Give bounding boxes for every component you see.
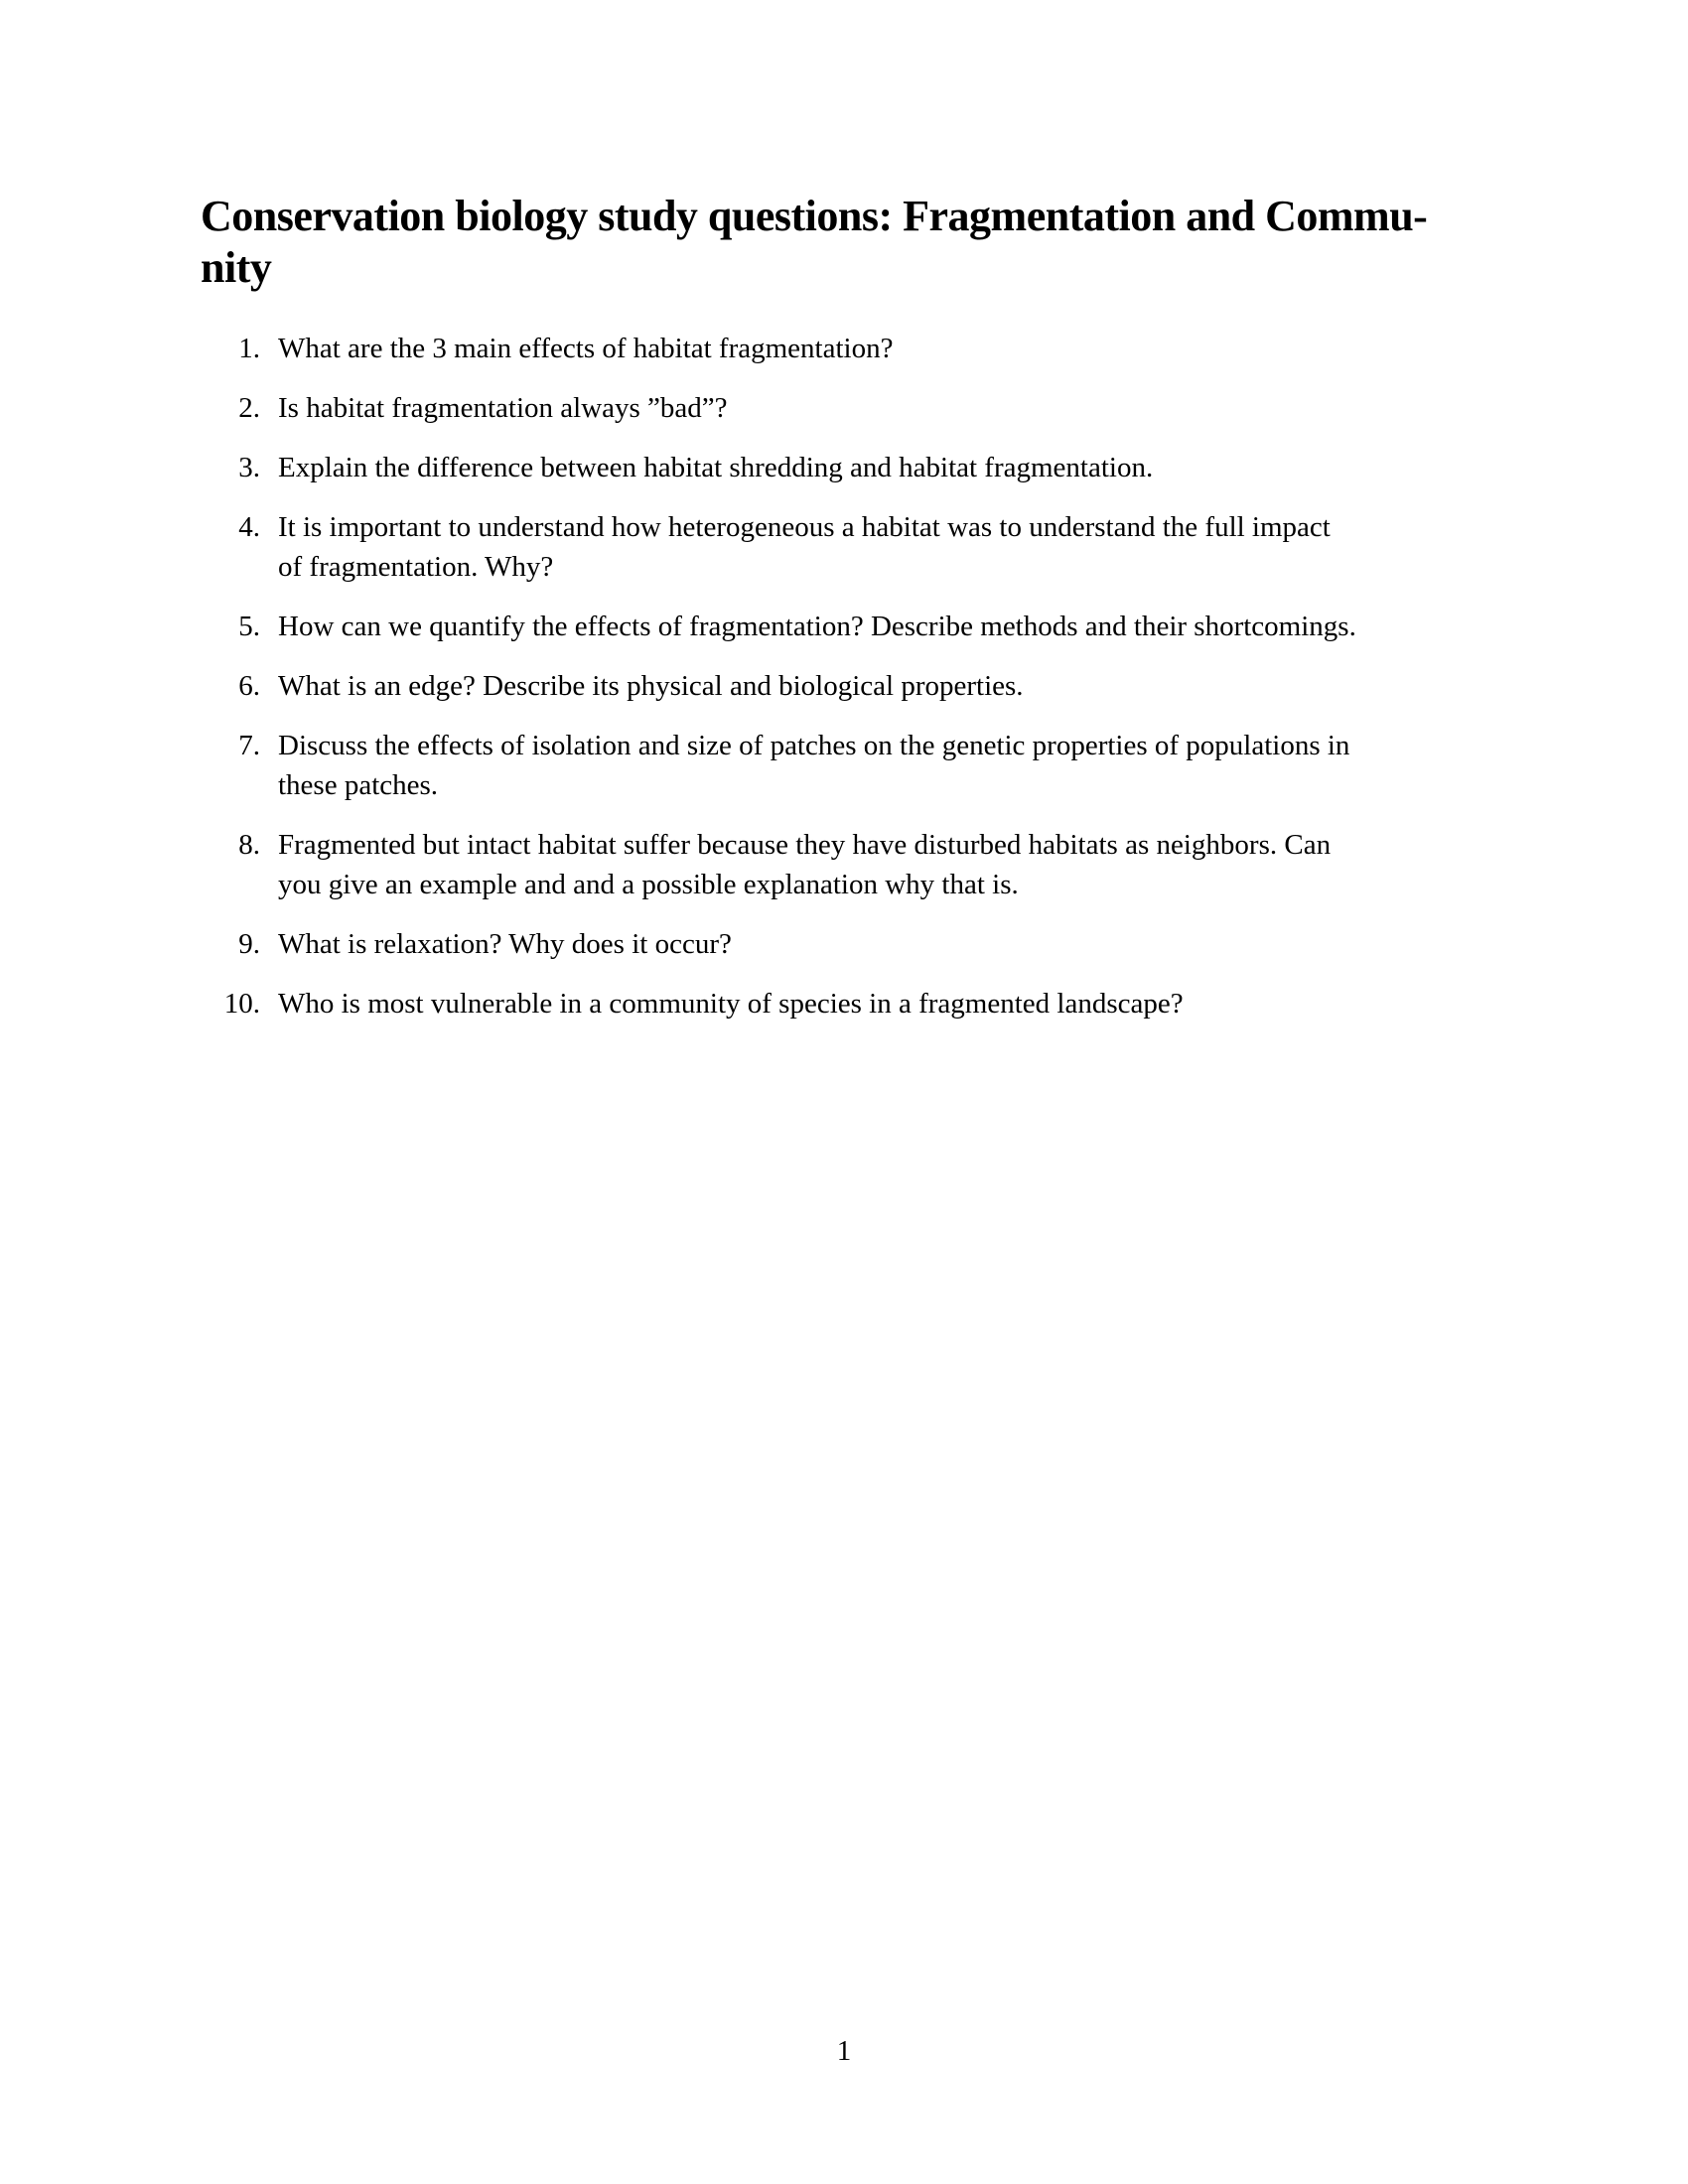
question-line: How can we quantify the effects of fragmentation? Describe methods and their shortcomings. (278, 611, 1356, 642)
question-item-6 (201, 666, 1529, 706)
question-number: 2. (238, 392, 260, 424)
question-item-3 (201, 448, 1529, 487)
question-text (278, 448, 1529, 487)
question-item-7 (201, 726, 1529, 805)
question-number: 4. (238, 511, 260, 543)
question-item-10 (201, 984, 1529, 1024)
question-number: 1. (238, 333, 260, 364)
document-title (201, 191, 1529, 294)
question-line: What are the 3 main effects of habitat fragmentation? (278, 333, 894, 364)
question-text (278, 507, 1529, 587)
question-text (278, 607, 1529, 646)
question-text (278, 329, 1529, 368)
question-number: 7. (238, 730, 260, 761)
page-number: 1 (836, 2035, 852, 2067)
question-text (278, 984, 1529, 1024)
question-text (278, 726, 1529, 805)
question-text (278, 388, 1529, 428)
title-line-1: Conservation biology study questions: Fragmentation and Commu- (201, 192, 1428, 240)
question-line: Discuss the effects of isolation and size of patches on the genetic properties of populations in (278, 730, 1350, 761)
question-item-9 (201, 924, 1529, 964)
question-list (201, 329, 1529, 1024)
question-number: 6. (238, 670, 260, 702)
question-text (278, 924, 1529, 964)
question-line: these patches. (278, 769, 439, 801)
question-number: 10. (223, 988, 260, 1020)
question-line: Is habitat fragmentation always ”bad”? (278, 392, 728, 424)
question-line: Explain the difference between habitat shredding and habitat fragmentation. (278, 452, 1154, 483)
question-number: 8. (238, 829, 260, 861)
question-number: 3. (238, 452, 260, 483)
question-line: Who is most vulnerable in a community of species in a fragmented landscape? (278, 988, 1184, 1020)
question-item-5 (201, 607, 1529, 646)
question-line: of fragmentation. Why? (278, 551, 554, 583)
question-number: 5. (238, 611, 260, 642)
question-item-4 (201, 507, 1529, 587)
question-item-2 (201, 388, 1529, 428)
question-line: Fragmented but intact habitat suffer because they have disturbed habitats as neighbors. Can (278, 829, 1332, 861)
question-line: you give an example and and a possible explanation why that is. (278, 869, 1019, 900)
question-line: What is an edge? Describe its physical and biological properties. (278, 670, 1024, 702)
question-line: It is important to understand how heterogeneous a habitat was to understand the full impact (278, 511, 1331, 543)
title-line-2: nity (201, 243, 272, 292)
question-item-1 (201, 329, 1529, 368)
question-number: 9. (238, 928, 260, 960)
question-line: What is relaxation? Why does it occur? (278, 928, 732, 960)
question-text (278, 666, 1529, 706)
question-item-8 (201, 825, 1529, 904)
question-text (278, 825, 1529, 904)
